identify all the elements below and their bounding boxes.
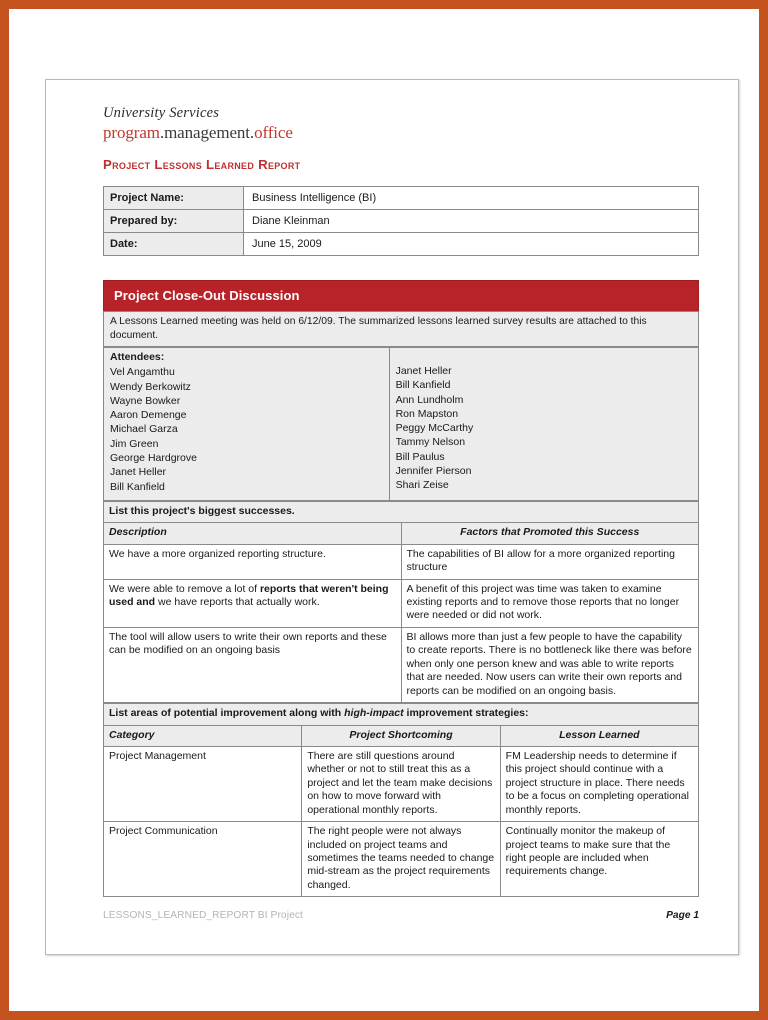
successes-column-headers xyxy=(104,523,699,544)
improvements-section-bar xyxy=(104,704,699,725)
list-item: Ann Lundholm xyxy=(395,393,464,406)
improvement-lesson-1: FM Leadership needs to determine if this project should continue with a project structure in place. There needs to be a focus on completing operational monthly reports. xyxy=(500,746,698,821)
improvements-table xyxy=(103,703,699,897)
success-desc-emphasis: reports that weren't being used and xyxy=(109,582,389,608)
list-item: Janet Heller xyxy=(395,364,452,377)
table-row xyxy=(104,233,699,256)
table-row xyxy=(104,746,699,821)
improvements-column-headers xyxy=(104,725,699,746)
improvements-col-shortcoming: Project Shortcoming xyxy=(302,725,500,746)
success-description-2 xyxy=(104,579,402,627)
list-item: Michael Garza xyxy=(110,423,178,436)
attendees-right-cell xyxy=(389,347,698,500)
list-item: Vel Angamthu xyxy=(110,366,175,379)
document-page xyxy=(45,79,739,955)
list-item: Shari Zeise xyxy=(395,479,449,492)
list-item: Bill Paulus xyxy=(395,450,445,463)
attendees-left-cell xyxy=(104,347,390,500)
document-content xyxy=(103,105,699,897)
successes-col-factors: Factors that Promoted this Success xyxy=(401,523,699,544)
improvement-category-2: Project Communication xyxy=(104,822,302,897)
improvements-col-category: Category xyxy=(104,725,302,746)
attendees-table xyxy=(103,347,699,501)
successes-section-bar xyxy=(104,501,699,522)
improvements-title-emphasis: high-impact xyxy=(344,707,404,720)
list-item: Wendy Berkowitz xyxy=(110,380,191,393)
success-desc-text: We have a more organized reporting structure. xyxy=(109,547,326,560)
table-row xyxy=(104,210,699,233)
table-row xyxy=(104,187,699,210)
success-desc-text: We were able to remove a lot of xyxy=(109,582,260,595)
table-row xyxy=(104,627,699,702)
successes-table xyxy=(103,501,699,703)
close-out-banner: Project Close-Out Discussion xyxy=(103,280,699,311)
info-value-project-name: Business Intelligence (BI) xyxy=(244,187,699,210)
improvement-category-1: Project Management xyxy=(104,746,302,821)
success-desc-text-tail: we have reports that actually work. xyxy=(155,596,320,608)
success-description-3 xyxy=(104,627,402,702)
logo-dot-1: . xyxy=(159,123,165,142)
table-row xyxy=(104,347,699,500)
list-item: Tammy Nelson xyxy=(395,436,466,449)
logo-university-services: University Services xyxy=(103,105,220,121)
improvements-col-lesson: Lesson Learned xyxy=(500,725,698,746)
success-desc-text: The tool will allow users to write their own reports and these can be modified on an ongoing basis xyxy=(109,630,387,657)
page-footer xyxy=(103,910,699,921)
footer-page-number: Page 1 xyxy=(666,910,699,921)
logo-management-word: management xyxy=(164,123,250,142)
list-item: George Hardgrove xyxy=(110,452,197,465)
list-item: Ron Mapston xyxy=(395,407,459,420)
table-row xyxy=(104,579,699,627)
logo-block xyxy=(103,105,699,143)
success-factors-2: A benefit of this project was time was taken to examine existing reports and to remove those reports that no longer were needed or did not work. xyxy=(401,579,699,627)
project-info-table xyxy=(103,186,699,256)
success-factors-3: BI allows more than just a few people to have the capability to create reports. There is no bottleneck like there was before when only one person knew and was able to write reports that are needed. Now users can write their own reports and reports can be modified on an ongoing basis. xyxy=(401,627,699,702)
logo-pmo xyxy=(103,123,699,143)
logo-dot-2: . xyxy=(249,123,255,142)
footer-document-name: LESSONS_LEARNED_REPORT BI Project xyxy=(103,910,303,921)
success-factors-1: The capabilities of BI allow for a more organized reporting structure xyxy=(401,544,699,579)
list-item: Bill Kanfield xyxy=(110,480,165,493)
improvement-shortcoming-2: The right people were not always included on project teams and sometimes the teams needed to change mid-stream as the project requirements changed. xyxy=(302,822,500,897)
attendees-label: Attendees: xyxy=(110,350,165,363)
logo-program-word: program xyxy=(103,123,160,142)
info-label-project-name: Project Name: xyxy=(104,187,244,210)
improvement-lesson-2: Continually monitor the makeup of project teams to make sure that the right people are included when requirements change. xyxy=(500,822,698,897)
successes-section-title: List this project's biggest successes. xyxy=(104,501,699,522)
list-item: Jim Green xyxy=(110,437,159,450)
table-row xyxy=(104,544,699,579)
info-label-date: Date: xyxy=(104,233,244,256)
list-item: Jennifer Pierson xyxy=(395,464,472,477)
improvements-section-title xyxy=(104,704,699,725)
improvements-title-post: improvement strategies: xyxy=(403,707,529,720)
list-item: Janet Heller xyxy=(110,466,167,479)
logo-office-word: office xyxy=(254,123,293,142)
list-item: Wayne Bowker xyxy=(110,394,181,407)
info-label-prepared-by: Prepared by: xyxy=(104,210,244,233)
info-value-prepared-by: Diane Kleinman xyxy=(244,210,699,233)
list-item: Bill Kanfield xyxy=(395,379,451,392)
improvements-title-pre: List areas of potential improvement along with xyxy=(109,707,345,720)
table-row xyxy=(104,822,699,897)
close-out-note: A Lessons Learned meeting was held on 6/12/09. The summarized lessons learned survey results are attached to this document. xyxy=(103,311,699,347)
success-description-1 xyxy=(104,544,402,579)
list-item: Aaron Demenge xyxy=(110,409,187,422)
improvement-shortcoming-1: There are still questions around whether or not to still treat this as a project and let the team make decisions on how to move forward with operational monthly reports. xyxy=(302,746,500,821)
page-title: Project Lessons Learned Report xyxy=(103,157,301,172)
successes-col-description: Description xyxy=(104,523,402,544)
list-item: Peggy McCarthy xyxy=(395,422,474,435)
info-value-date: June 15, 2009 xyxy=(244,233,699,256)
attendees-right-spacer xyxy=(396,351,692,364)
